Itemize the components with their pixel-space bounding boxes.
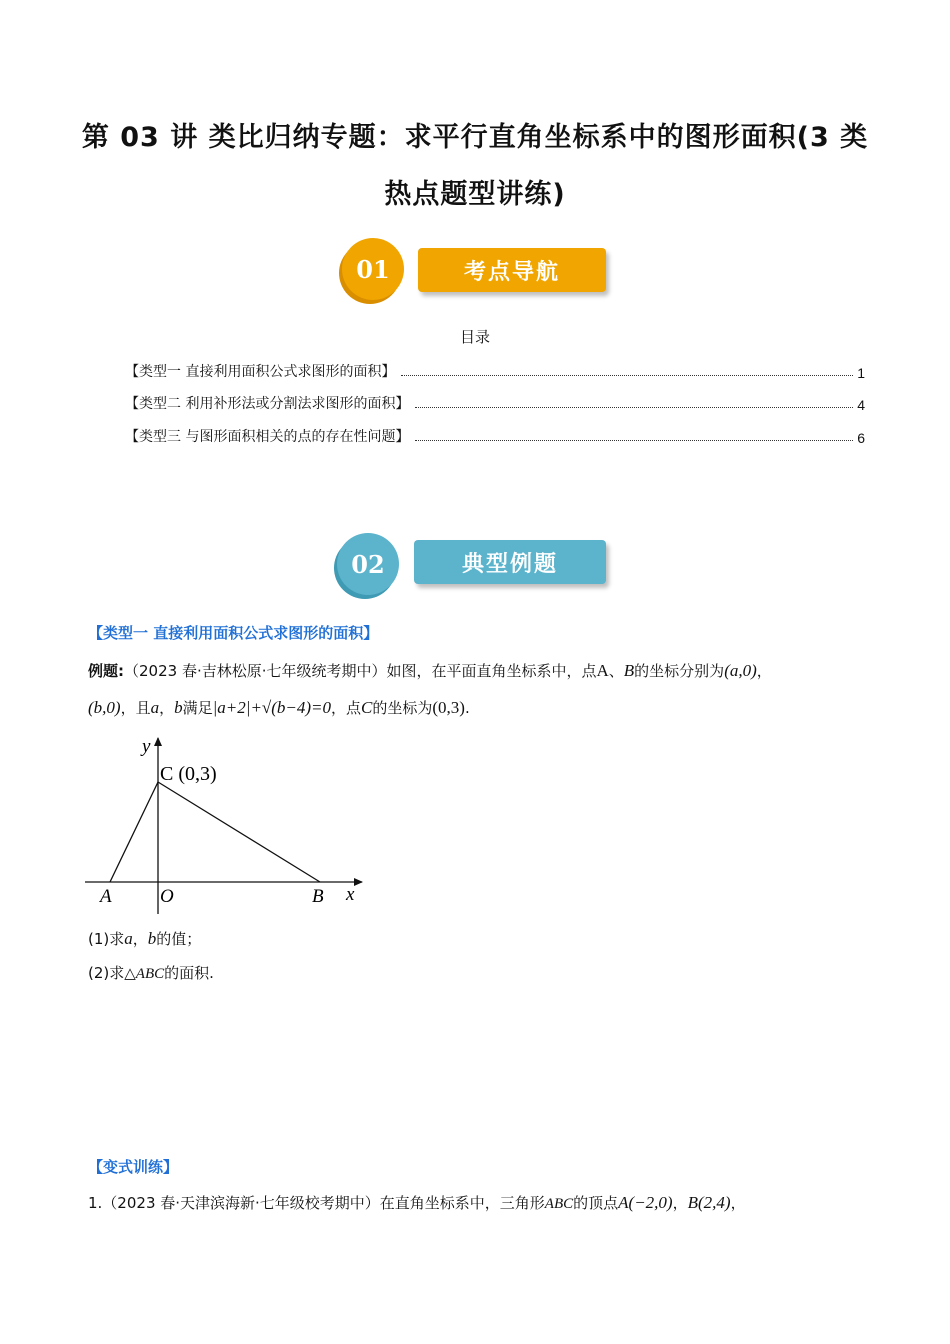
section-number-badge: 01 <box>342 238 404 300</box>
variant-question-1: 1.（2023 春·天津滨海新·七年级校考期中）在直角坐标系中，三角形ABC的顶点A(−2,0)，B(2,4)， <box>88 1193 746 1212</box>
point-c-label: C (0,3) <box>160 763 217 785</box>
section-label-badge: 考点导航 <box>418 248 606 292</box>
page-title-line2: 热点题型讲练) <box>384 179 566 210</box>
toc-leader <box>401 375 853 376</box>
variant-heading: 【变式训练】 <box>88 1158 179 1176</box>
toc-item-label: 【类型三 与图形面积相关的点的存在性问题】 <box>125 429 410 445</box>
type-heading: 【类型一 直接利用面积公式求图形的面积】 <box>88 624 379 642</box>
coordinate-a: (a,0) <box>724 661 757 680</box>
toc-page-number: 6 <box>857 430 865 446</box>
toc-heading: 目录 <box>459 328 490 346</box>
toc-item-label: 【类型二 利用补形法或分割法求图形的面积】 <box>125 396 410 412</box>
coordinate-b: (b,0) <box>88 698 121 717</box>
y-axis-label: y <box>142 736 151 757</box>
condition-equation: |a+2|+√(b−4)=0 <box>212 698 332 717</box>
example-line2: (b,0)，且a，b满足|a+2|+√(b−4)=0，点C的坐标为(0,3). <box>88 698 470 717</box>
x-axis-label: x <box>346 884 355 905</box>
page-title-line1: 第 03 讲 类比归纳专题：求平行直角坐标系中的图形面积(3 类 <box>81 122 869 153</box>
point-b-label: B <box>312 886 324 907</box>
toc-item-label: 【类型一 直接利用面积公式求图形的面积】 <box>125 364 396 380</box>
question-2: (2)求△ABC的面积. <box>88 964 214 982</box>
toc-item[interactable] <box>125 359 865 381</box>
toc-page-number: 4 <box>857 397 865 413</box>
point-a-label: A <box>100 886 112 907</box>
toc-page-number: 1 <box>857 365 865 381</box>
example-lead: 例题: <box>88 662 124 680</box>
section-label-badge: 典型例题 <box>414 540 606 584</box>
question-1: (1)求a，b的值； <box>88 929 202 948</box>
coordinate-c: (0,3) <box>432 698 465 717</box>
example-line1: 例题:（2023 春·吉林松原·七年级统考期中）如图，在平面直角坐标系中，点A、B的坐标分别为(a,0)， <box>88 661 772 680</box>
section-number-badge: 02 <box>337 533 399 595</box>
toc-leader <box>415 407 853 408</box>
triangle-abc <box>110 782 320 882</box>
toc-item[interactable] <box>125 391 865 413</box>
toc-item[interactable] <box>125 424 865 446</box>
origin-label: O <box>160 886 174 907</box>
triangle-figure <box>80 730 380 920</box>
toc-leader <box>415 440 853 441</box>
